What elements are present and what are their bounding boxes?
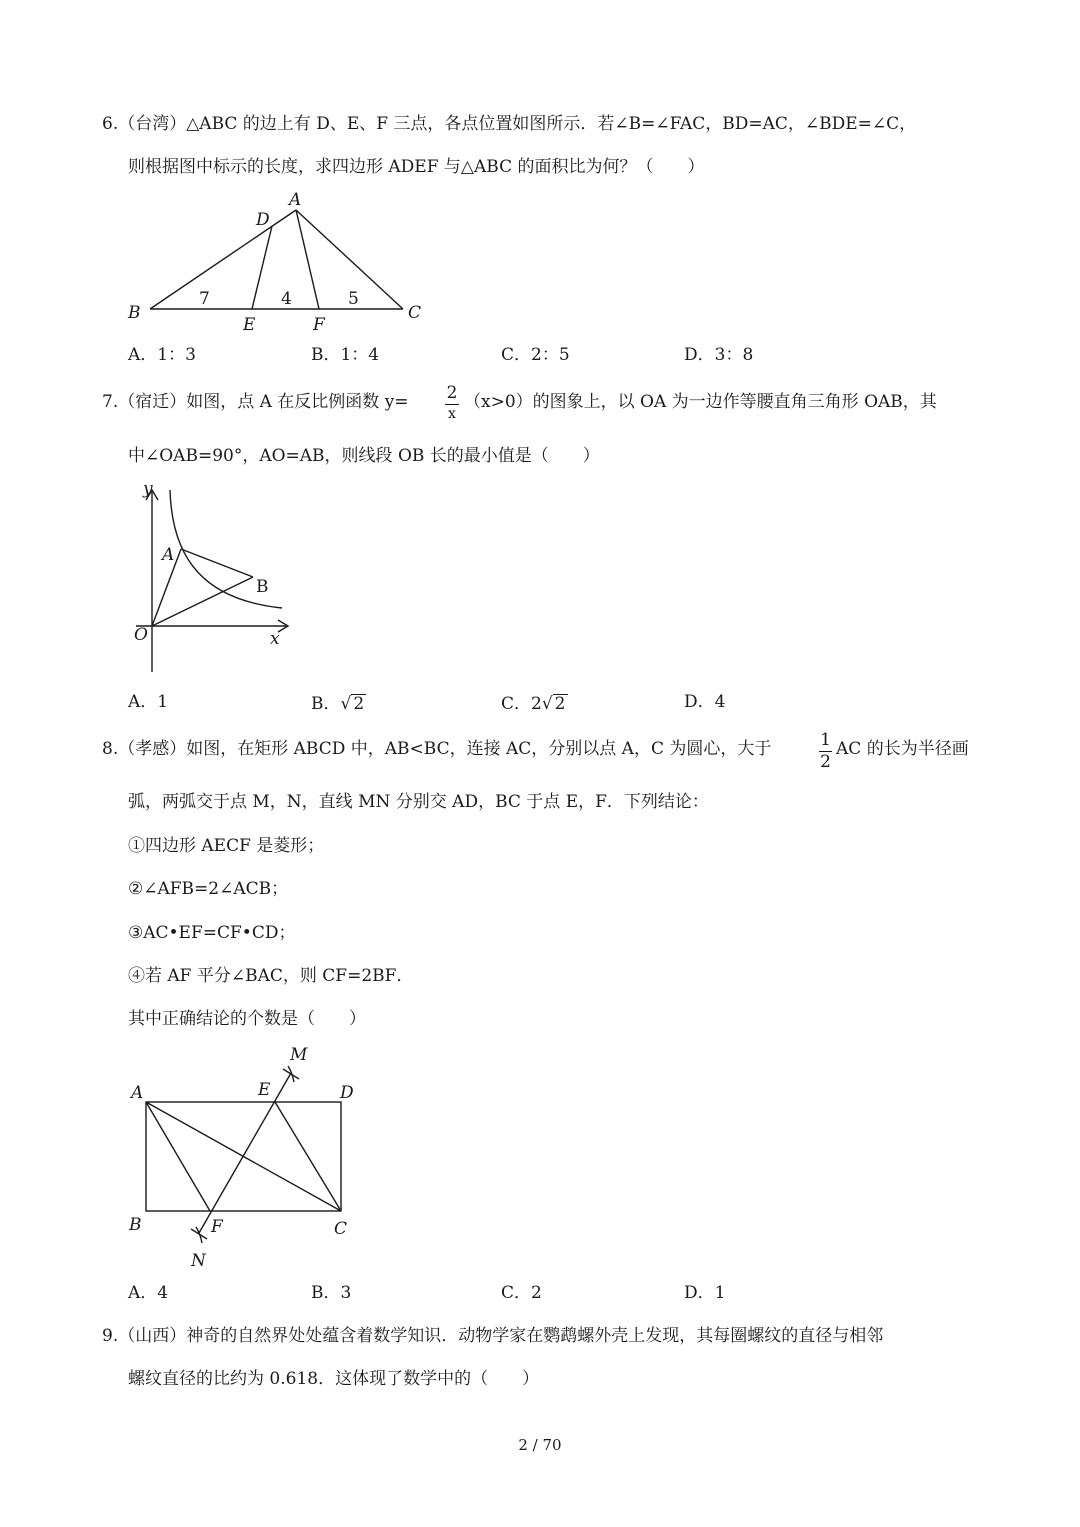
q8-label-f: F — [211, 1217, 223, 1237]
q7-fraction-numerator: 2 — [446, 383, 458, 403]
q7-fraction-denominator: x — [448, 406, 456, 422]
q8-statement-3: ③AC•EF=CF•CD； — [128, 923, 296, 943]
q7-label-o: O — [134, 625, 148, 645]
q8-label-b: B — [129, 1215, 142, 1235]
q6-label-b: B — [128, 303, 141, 323]
q8-label-e: E — [258, 1080, 271, 1100]
q7-label-x: x — [270, 629, 280, 649]
q6-text-line2: 则根据图中标示的长度，求四边形 ADEF 与△ABC 的面积比为何？（ ） — [128, 157, 705, 177]
q8-label-m: M — [290, 1045, 308, 1065]
q8-fraction-denominator: 2 — [820, 752, 831, 772]
q8-option-d[interactable]: D．1 — [684, 1283, 726, 1303]
q6-option-c[interactable]: C．2：5 — [501, 345, 570, 365]
q9-text-line2: 螺纹直径的比约为 0.618．这体现了数学中的（ ） — [128, 1369, 540, 1389]
q8-option-b[interactable]: B．3 — [311, 1283, 352, 1303]
q8-label-c: C — [334, 1219, 348, 1239]
q8-question: 其中正确结论的个数是（ ） — [128, 1009, 366, 1029]
q6-text-line1: 6.（台湾）△ABC 的边上有 D、E、F 三点，各点位置如图所示．若∠B=∠FAC，BD=AC，∠BDE=∠C， — [102, 114, 917, 134]
q8-label-a: A — [131, 1083, 144, 1103]
q7-text-line1-a: 7.（宿迁）如图，点 A 在反比例函数 y= — [102, 392, 409, 412]
q8-text-line2: 弧，两弧交于点 M，N，直线 MN 分别交 AD，BC 于点 E，F．下列结论： — [128, 792, 709, 812]
q8-segment-ec — [275, 1102, 341, 1211]
q9-text-line1: 9.（山西）神奇的自然界处处蕴含着数学知识．动物学家在鹦鹉螺外壳上发现，其每圈螺纹的直径与相邻 — [102, 1326, 884, 1346]
q8-fraction-numerator: 1 — [820, 730, 831, 750]
q6-label-a: A — [289, 190, 302, 210]
q7-option-d[interactable]: D．4 — [684, 692, 726, 712]
q6-len-fc: 5 — [348, 289, 359, 309]
q6-label-d: D — [256, 210, 270, 230]
q6-label-e: E — [243, 315, 256, 335]
q8-option-a[interactable]: A．4 — [128, 1283, 169, 1303]
q8-statement-1: ①四边形 AECF 是菱形； — [128, 836, 325, 856]
radical-icon: √ — [340, 694, 352, 714]
q8-segment-af — [146, 1102, 210, 1211]
q7-label-a: A — [162, 545, 175, 565]
q7-option-a[interactable]: A．1 — [128, 692, 169, 712]
q8-option-c[interactable]: C．2 — [501, 1283, 542, 1303]
q6-label-f: F — [313, 315, 325, 335]
q8-statement-2: ②∠AFB=2∠ACB； — [128, 879, 289, 899]
q7-text-line1-b: （x>0）的图象上，以 OA 为一边作等腰直角三角形 OAB，其 — [464, 392, 937, 412]
q6-option-b[interactable]: B．1：4 — [311, 345, 380, 365]
q6-label-c: C — [408, 303, 422, 323]
q8-label-d: D — [340, 1083, 354, 1103]
q7-label-y: y — [143, 479, 153, 499]
q8-line-mn — [199, 1073, 291, 1233]
q6-option-d[interactable]: D．3：8 — [684, 345, 754, 365]
q7-option-c-prefix: C．2 — [501, 694, 542, 714]
radical-icon: √ — [541, 694, 553, 714]
q7-text-line2: 中∠OAB=90°，AO=AB，则线段 OB 长的最小值是（ ） — [128, 446, 600, 466]
q7-option-b-prefix: B． — [311, 694, 341, 714]
q6-option-a[interactable]: A．1：3 — [128, 345, 196, 365]
q7-option-b-radicand: 2 — [353, 694, 365, 714]
q7-label-b: B — [256, 577, 269, 597]
page-number: 2 / 70 — [518, 1436, 562, 1454]
q8-statement-4: ④若 AF 平分∠BAC，则 CF=2BF． — [128, 966, 414, 986]
q6-len-ef: 4 — [281, 289, 292, 309]
q7-option-c-radicand: 2 — [554, 694, 566, 714]
q8-text-line1-b: AC 的长为半径画 — [836, 739, 969, 759]
q8-text-line1-a: 8.（孝感）如图，在矩形 ABCD 中，AB<BC，连接 AC，分别以点 A，C 为圆心，大于 — [102, 739, 772, 759]
q8-label-n: N — [191, 1251, 206, 1271]
q6-len-be: 7 — [199, 289, 210, 309]
